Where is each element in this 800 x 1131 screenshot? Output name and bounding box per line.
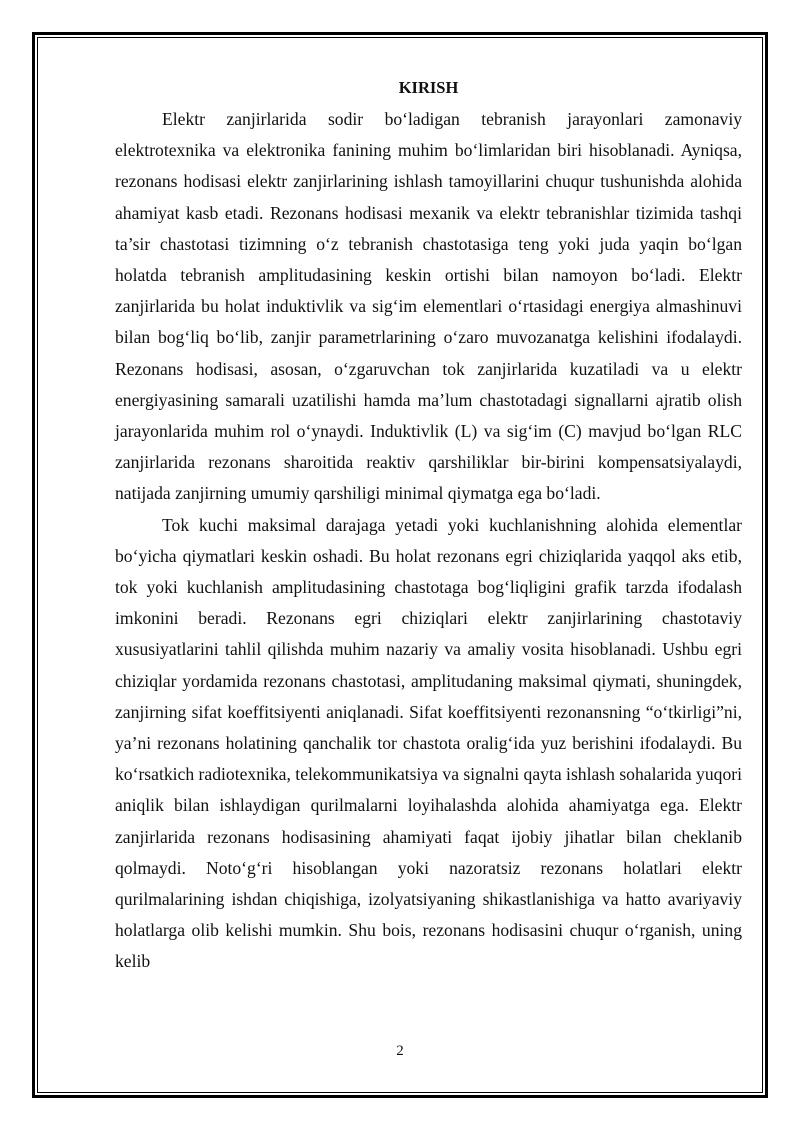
paragraph-2: Tok kuchi maksimal darajaga yetadi yoki kuchlanishning alohida elementlar bo‘yicha qiymatlari keskin oshadi. Bu holat rezonans egri chiziqlarida yaqqol aks etib, tok yoki kuchlanish amplitudasining chastotaga bog‘liqligini grafik tarzda ifodalash imkonini beradi. Rezonans egri chiziqlari elektr zanjirlarining chastotaviy xususiyatlarini tahlil qilishda muhim nazariy va amaliy vosita hisoblanadi. Ushbu egri chiziqlar yordamida rezonans chastotasi, amplitudaning maksimal qiymati, shuningdek, zanjirning sifat koeffitsiyenti aniqlanadi. Sifat koeffitsiyenti rezonansning “o‘tkirligi”ni, ya’ni rezonans holatining qanchalik tor chastota oralig‘ida yuz berishini ifodalaydi. Bu ko‘rsatkich radiotexnika, telekommunikatsiya va signalni qayta ishlash sohalarida yuqori aniqlik bilan ishlaydigan qurilmalarni loyihalashda alohida ahamiyatga ega. Elektr zanjirlarida rezonans hodisasining ahamiyati faqat ijobiy jihatlar bilan cheklanib qolmaydi. Noto‘g‘ri hisoblangan yoki nazoratsiz rezonans holatlari elektr qurilmalarining ishdan chiqishiga, izolyatsiyaning shikastlanishiga va hatto avariyaviy holatlarga olib kelishi mumkin. Shu bois, rezonans hodisasini chuqur o‘rganish, uning kelib: [115, 514, 742, 972]
page-number: 2: [396, 1043, 404, 1059]
paragraph-1: Elektr zanjirlarida sodir bo‘ladigan tebranish jarayonlari zamonaviy elektrotexnika va elektronika fanining muhim bo‘limlaridan biri hisoblanadi. Ayniqsa, rezonans hodisasi elektr zanjirlarining ishlash tamoyillarini chuqur tushunishda alohida ahamiyat kasb etadi. Rezonans hodisasi mexanik va elektr tebranishlar tizimida tashqi ta’sir chastotasi tizimning o‘z tebranish chastotasiga teng yoki juda yaqin bo‘lgan holatda tebranish amplitudasining keskin ortishi bilan namoyon bo‘ladi. Elektr zanjirlarida bu holat induktivlik va sig‘im elementlari o‘rtasidagi energiya almashinuvi bilan bog‘liq bo‘lib, zanjir parametrlarining o‘zaro muvozanatga kelishini ifodalaydi. Rezonans hodisasi, asosan, o‘zgaruvchan tok zanjirlarida kuzatiladi va u elektr energiyasining samarali uzatilishi hamda ma’lum chastotadagi signallarni ajratib olish jarayonlarida muhim rol o‘ynaydi. Induktivlik (L) va sig‘im (C) mavjud bo‘lgan RLC zanjirlarida rezonans sharoitida reaktiv qarshiliklar bir-birini kompensatsiyalaydi, natijada zanjirning umumiy qarshiligi minimal qiymatga ega bo‘ladi.: [115, 109, 742, 504]
document-body: [115, 74, 742, 978]
section-title: KIRISH: [398, 78, 459, 97]
